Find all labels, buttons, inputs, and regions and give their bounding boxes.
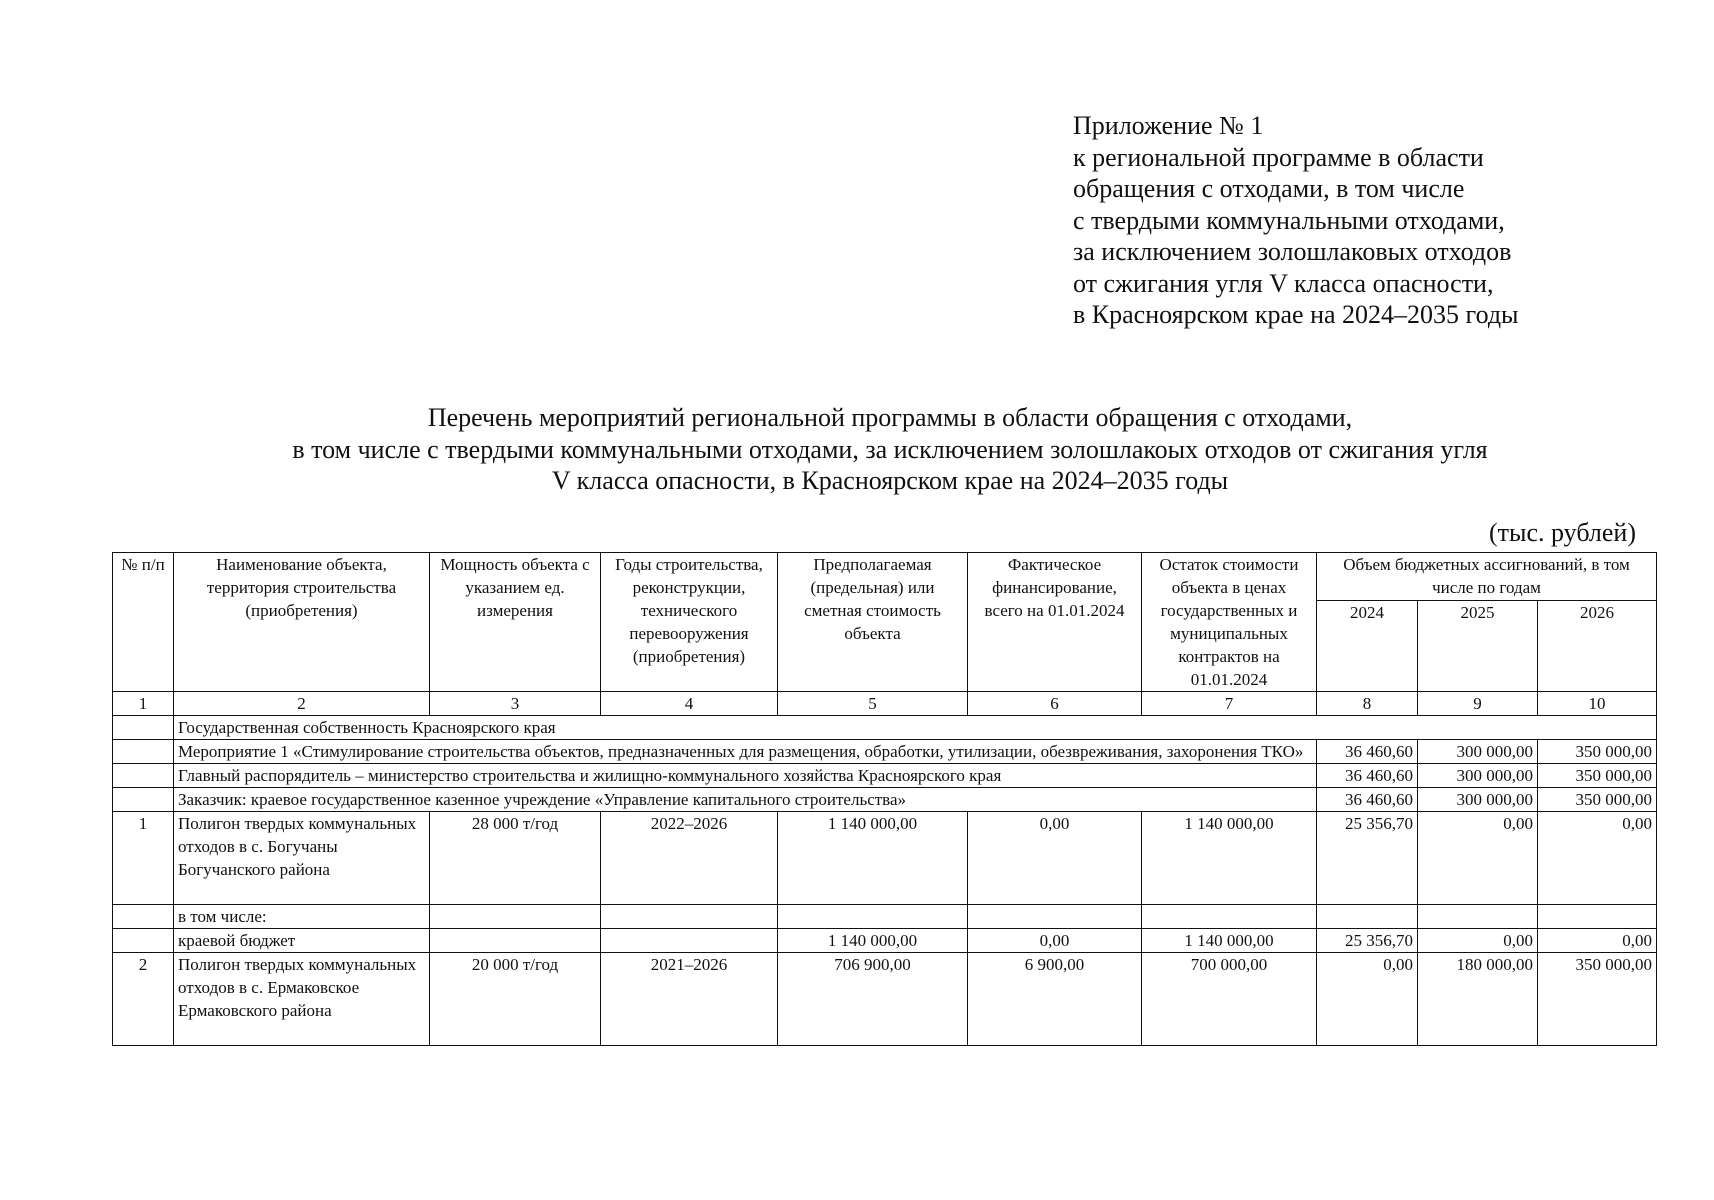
budget-source-remainder: 1 140 000,00	[1142, 929, 1317, 953]
object-remainder: 700 000,00	[1142, 953, 1317, 1046]
header-remainder: Остаток стоимости объекта в ценах государственных и муниципальных контрактов на 01.01.2024	[1142, 553, 1317, 692]
object-remainder: 1 140 000,00	[1142, 812, 1317, 905]
appendix-line: за исключением золошлаковых отходов	[1073, 237, 1512, 266]
manager-2024: 36 460,60	[1317, 764, 1418, 788]
object-years: 2021–2026	[601, 953, 778, 1046]
budget-source-2026: 0,00	[1538, 929, 1657, 953]
appendix-line: Приложение № 1	[1073, 111, 1264, 140]
section-title: Государственная собственность Красноярского края	[174, 716, 1657, 740]
col-number: 7	[1142, 692, 1317, 716]
budget-source-cost: 1 140 000,00	[778, 929, 968, 953]
header-name: Наименование объекта, территория строительства (приобретения)	[174, 553, 430, 692]
object-cost: 1 140 000,00	[778, 812, 968, 905]
customer-2024: 36 460,60	[1317, 788, 1418, 812]
header-year-2024: 2024	[1317, 601, 1418, 692]
header-cost: Предполагаемая (предельная) или сметная стоимость объекта	[778, 553, 968, 692]
header-capacity: Мощность объекта с указанием ед. измерения	[430, 553, 601, 692]
appendix-line: от сжигания угля V класса опасности,	[1073, 268, 1494, 298]
customer-row	[113, 788, 1657, 812]
col-number: 5	[778, 692, 968, 716]
col-number: 10	[1538, 692, 1657, 716]
object-num: 1	[113, 812, 174, 905]
appendix-note	[1073, 110, 1519, 331]
header-year-2025: 2025	[1418, 601, 1538, 692]
col-number: 6	[968, 692, 1142, 716]
title-line: V класса опасности, в Красноярском крае на 2024–2035 годы	[551, 466, 1229, 495]
document-title	[150, 402, 1630, 497]
object-2025: 0,00	[1418, 812, 1538, 905]
object-2025: 180 000,00	[1418, 953, 1538, 1046]
object-capacity: 20 000 т/год	[430, 953, 601, 1046]
object-row	[113, 812, 1657, 905]
budget-source-2025: 0,00	[1418, 929, 1538, 953]
header-years: Годы строительства, реконструкции, технического перевооружения (приобретения)	[601, 553, 778, 692]
including-row	[113, 905, 1657, 929]
object-2026: 350 000,00	[1538, 953, 1657, 1046]
object-cost: 706 900,00	[778, 953, 968, 1046]
object-name: Полигон твердых коммунальных отходов в с. Богучаны Богучанского района	[174, 812, 430, 905]
object-actual: 6 900,00	[968, 953, 1142, 1046]
appendix-line: в Красноярском крае на 2024–2035 годы	[1073, 300, 1519, 329]
object-years: 2022–2026	[601, 812, 778, 905]
col-number: 4	[601, 692, 778, 716]
header-year-2026: 2026	[1538, 601, 1657, 692]
object-capacity: 28 000 т/год	[430, 812, 601, 905]
object-row	[113, 953, 1657, 1046]
object-name: Полигон твердых коммунальных отходов в с. Ермаковское Ермаковского района	[174, 953, 430, 1046]
event-text: Мероприятие 1 «Стимулирование строительства объектов, предназначенных для размещения, обработки, утилизации, обезвреживания, захоронения ТКО»	[174, 740, 1317, 764]
col-number: 1	[113, 692, 174, 716]
customer-text: Заказчик: краевое государственное казенное учреждение «Управление капитального строительства»	[174, 788, 1317, 812]
measures-table	[112, 552, 1657, 1046]
customer-2026: 350 000,00	[1538, 788, 1657, 812]
appendix-line: с твердыми коммунальными отходами,	[1073, 205, 1505, 235]
manager-2026: 350 000,00	[1538, 764, 1657, 788]
appendix-line: обращения с отходами, в том числе	[1073, 174, 1465, 203]
budget-source-actual: 0,00	[968, 929, 1142, 953]
event-2024: 36 460,60	[1317, 740, 1418, 764]
title-line: Перечень мероприятий региональной программы в области обращения с отходами,	[427, 403, 1353, 432]
section-row	[113, 716, 1657, 740]
object-actual: 0,00	[968, 812, 1142, 905]
header-actual: Фактическое финансирование, всего на 01.01.2024	[968, 553, 1142, 692]
object-2024: 0,00	[1317, 953, 1418, 1046]
object-2024: 25 356,70	[1317, 812, 1418, 905]
manager-2025: 300 000,00	[1418, 764, 1538, 788]
col-number: 9	[1418, 692, 1538, 716]
event-2025: 300 000,00	[1418, 740, 1538, 764]
including-label: в том числе:	[174, 905, 430, 929]
manager-text: Главный распорядитель – министерство строительства и жилищно-коммунального хозяйства Красноярского края	[174, 764, 1317, 788]
col-number: 2	[174, 692, 430, 716]
col-number: 3	[430, 692, 601, 716]
object-2026: 0,00	[1538, 812, 1657, 905]
customer-2025: 300 000,00	[1418, 788, 1538, 812]
object-num: 2	[113, 953, 174, 1046]
col-number: 8	[1317, 692, 1418, 716]
title-line: в том числе с твердыми коммунальными отходами, за исключением золошлакоых отходов от сжигания угля	[292, 434, 1488, 464]
column-numbers-row	[113, 692, 1657, 716]
budget-source-row	[113, 929, 1657, 953]
budget-source-2024: 25 356,70	[1317, 929, 1418, 953]
units-label: (тыс. рублей)	[1488, 518, 1636, 547]
header-budget: Объем бюджетных ассигнований, в том числе по годам	[1317, 553, 1657, 601]
manager-row	[113, 764, 1657, 788]
header-num: № п/п	[113, 553, 174, 692]
header-row	[113, 553, 1657, 601]
event-row	[113, 740, 1657, 764]
appendix-line: к региональной программе в области	[1073, 142, 1484, 172]
budget-source-label: краевой бюджет	[174, 929, 430, 953]
event-2026: 350 000,00	[1538, 740, 1657, 764]
